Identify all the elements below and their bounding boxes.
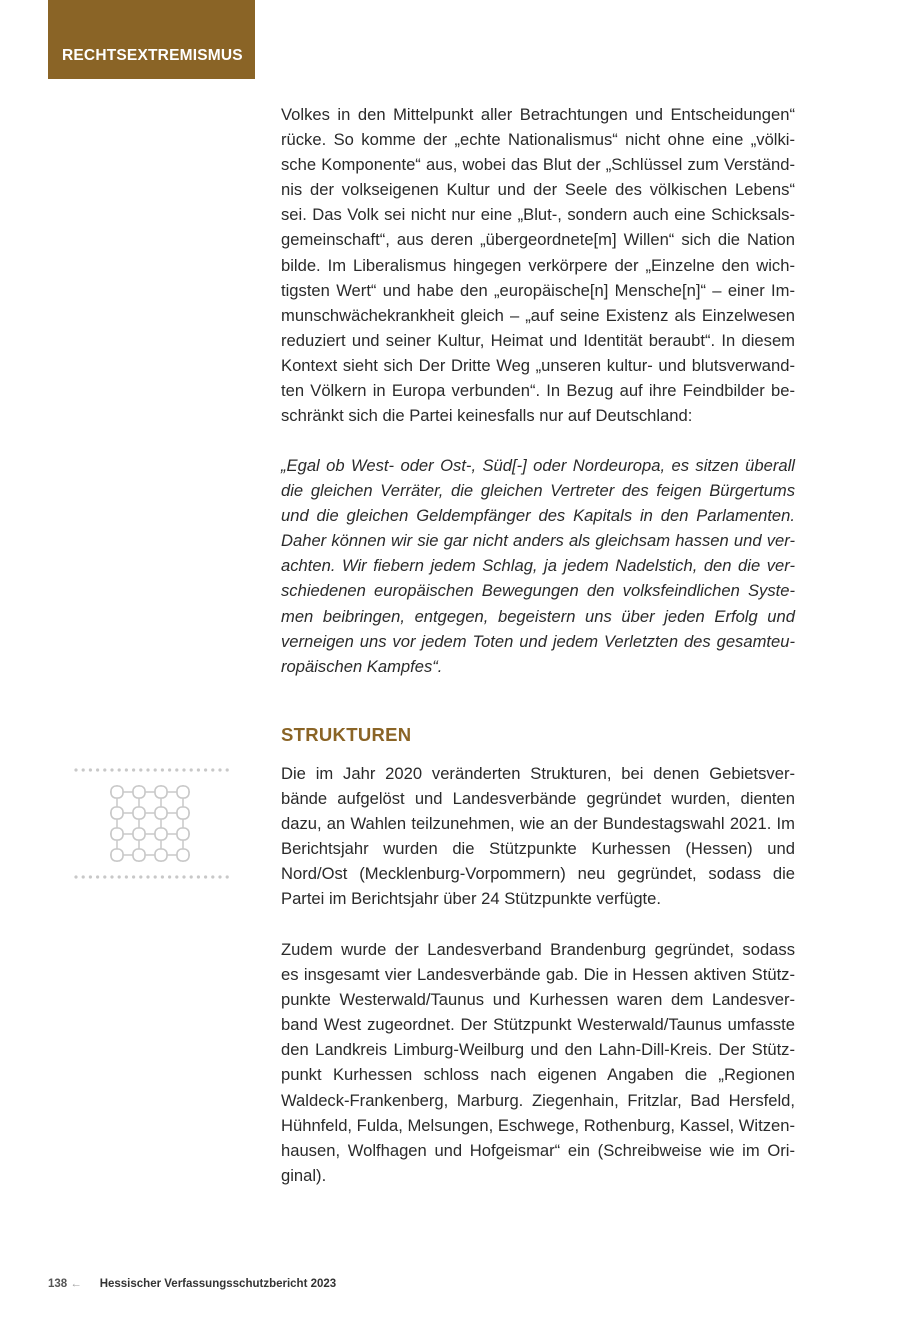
text-line: ropäischen Kampfes“. [281, 656, 443, 676]
text-line: schränkt sich die Partei keinesfalls nur auf Deutschland: [281, 406, 693, 426]
blockquote [281, 453, 795, 679]
paragraph-structures-text [281, 761, 795, 912]
text-line: Waldeck-Frankenberg, Marburg. Ziegenhain, Fritzlar, Bad Hersfeld, [281, 1090, 795, 1110]
back-arrow-icon: ← [70, 1278, 82, 1290]
paragraph-landesverbaende-text [281, 937, 795, 1188]
text-line: ten Völkern in Europa verbunden“. In Bezug auf ihre Feindbilder be- [281, 381, 795, 401]
text-line: und die gleichen Geldempfänger des Kapitals in den Parlamenten. [281, 506, 795, 526]
text-line: sche Komponente“ aus, wobei das Blut der „Schlüssel zum Verständ- [281, 155, 795, 175]
text-line: tigsten Wert“ und habe den „europäische[n] Mensche[n]“ – einer Im- [281, 280, 795, 300]
text-line: Zudem wurde der Landesverband Brandenburg gegründet, sodass [281, 940, 795, 959]
text-line: punkte Westerwald/Taunus und Kurhessen waren dem Landesver- [281, 990, 795, 1010]
text-line: Partei im Berichtsjahr über 24 Stützpunkte verfügte. [281, 889, 662, 909]
network-grid-icon [70, 764, 232, 884]
text-line: Nord/Ost (Mecklenburg-Vorpommern) neu gegründet, sodass die [281, 864, 795, 884]
blockquote-text [281, 453, 795, 679]
text-line: Hühnfeld, Fulda, Melsungen, Eschwege, Rothenburg, Kassel, Witzen- [281, 1115, 795, 1135]
text-line: gemeinschaft“, aus deren „übergeordnete[m] Willen“ sich die Nation [281, 230, 795, 250]
section-heading: STRUKTUREN [281, 724, 412, 745]
publication-title: Hessischer Verfassungsschutzbericht 2023 [99, 1278, 337, 1290]
text-line: achten. Wir fiebern jedem Schlag, ja jedem Nadelstich, den die ver- [281, 556, 795, 576]
text-line: bände aufgelöst und Landesverbände gegründet wurden, dienten [281, 789, 795, 809]
text-line: den Landkreis Limburg-Weilburg und den Lahn-Dill-Kreis. Der Stütz- [281, 1040, 795, 1060]
text-line: Berichtsjahr wurden die Stützpunkte Kurhessen (Hessen) und [281, 839, 795, 859]
text-line: Daher können wir sie gar nicht anders als gleichsam hassen und ver- [281, 531, 795, 551]
text-line: men beibringen, entgegen, begeistern uns über jeden Erfolg und [281, 606, 795, 626]
paragraph-landesverbaende [281, 937, 795, 1188]
text-line: reduziert und seiner Kultur, Heimat und Identität beraubt“. In diesem [281, 330, 795, 350]
text-line: Volkes in den Mittelpunkt aller Betrachtungen und Entscheidungen“ [281, 105, 795, 124]
text-line: die gleichen Verräter, die gleichen Vertreter des feigen Bürgertums [281, 481, 795, 501]
page-number: 138 [48, 1278, 68, 1290]
paragraph-intro [281, 102, 795, 428]
text-line: schiedenen europäischen Bewegungen den volksfeindlichen Syste- [281, 581, 795, 601]
text-line: band West zugeordnet. Der Stützpunkt Westerwald/Taunus umfasste [281, 1015, 795, 1035]
text-line: hausen, Wolfhagen und Hofgeismar“ ein (Schreibweise wie im Ori- [281, 1140, 795, 1160]
section-tag: RECHTSEXTREMISMUS [48, 0, 255, 79]
text-line: bilde. Im Liberalismus hingegen verkörpere der „Einzelne den wich- [281, 255, 795, 275]
text-line: rücke. So komme der „echte Nationalismus“ nicht ohne eine „völki- [281, 130, 795, 150]
paragraph-intro-text [281, 102, 795, 428]
page-footer [48, 1278, 336, 1290]
text-line: ginal). [281, 1165, 327, 1185]
text-line: munschwächekrankheit gleich – „auf seine Existenz als Einzelwesen [281, 305, 795, 325]
text-line: es insgesamt vier Landesverbände gab. Die in Hessen aktiven Stütz- [281, 965, 795, 985]
text-line: Die im Jahr 2020 veränderten Strukturen, bei denen Gebietsver- [281, 764, 795, 783]
text-line: „Egal ob West- oder Ost-, Süd[-] oder Nordeuropa, es sitzen überall [281, 456, 795, 475]
text-line: verneigen uns vor jedem Toten und jedem Verletzten des gesamteu- [281, 631, 795, 651]
text-line: Kontext sieht sich Der Dritte Weg „unseren kultur- und blutsverwand- [281, 355, 795, 375]
text-line: nis der volkseigenen Kultur und der Seele des völkischen Lebens“ [281, 180, 795, 200]
text-line: punkt Kurhessen schloss nach eigenen Angaben die „Regionen [281, 1065, 795, 1085]
text-line: sei. Das Volk sei nicht nur eine „Blut-, sondern auch eine Schicksals- [281, 205, 795, 225]
paragraph-structures [281, 761, 795, 912]
text-line: dazu, an Wahlen teilzunehmen, wie an der Bundestagswahl 2021. Im [281, 814, 795, 834]
